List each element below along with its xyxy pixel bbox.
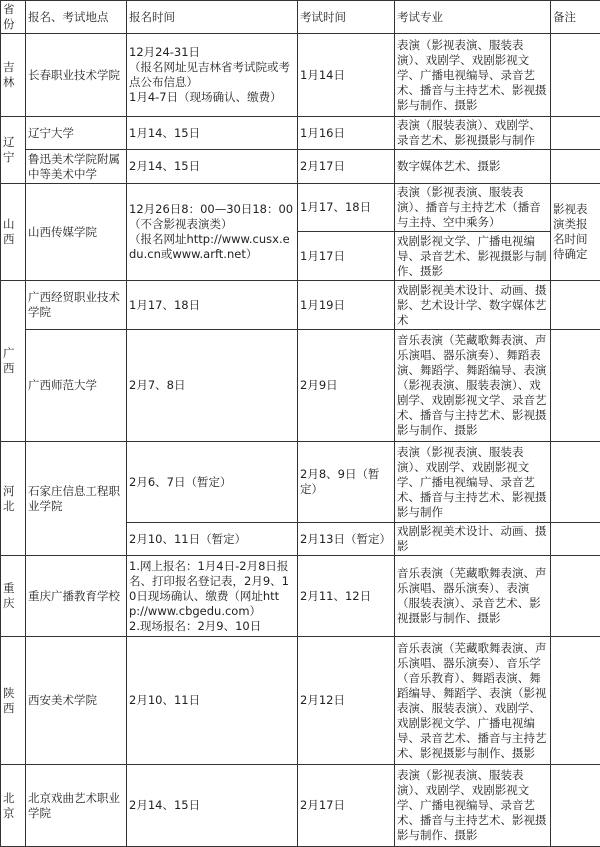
major-cell: 戏剧影视文学、广播电视编导、录音艺术、影视摄影与制作、摄影 bbox=[395, 232, 551, 281]
note-cell bbox=[551, 765, 600, 847]
major-cell: 音乐表演（芜藏歌舞表演、声乐演唱、器乐演奏）、舞蹈表演、舞蹈学、舞蹈编导、表演（影视表演、服装表演）、戏剧学、戏剧影视文学、录音艺术、播音与主持艺术、影视摄影与制作、摄影 bbox=[395, 330, 551, 442]
school-cell: 重庆广播教育学校 bbox=[26, 556, 127, 637]
school-cell: 广西经贸职业技术学院 bbox=[26, 281, 127, 330]
school-cell: 广西师范大学 bbox=[26, 330, 127, 442]
province-cell: 吉林 bbox=[1, 34, 26, 117]
note-cell bbox=[551, 117, 600, 150]
reg-time-cell: 1月14、15日 bbox=[127, 117, 298, 150]
school-cell: 鲁迅美术学院附属中等美术中学 bbox=[26, 150, 127, 184]
province-cell: 重庆 bbox=[1, 556, 26, 637]
header-row bbox=[1, 1, 600, 34]
school-cell: 石家庄信息工程职业学院 bbox=[26, 442, 127, 556]
table-row bbox=[1, 150, 600, 184]
major-cell: 表演（服装表演）、戏剧学、录音艺术、影视摄影与制作 bbox=[395, 117, 551, 150]
table-row bbox=[1, 184, 600, 232]
major-cell: 表演（影视表演、服装表演）、戏剧学、戏剧影视文学、广播电视编导、录音艺术、播音与主持艺术、影视摄影与制作、摄影 bbox=[395, 34, 551, 117]
major-cell: 数字媒体艺术、摄影 bbox=[395, 150, 551, 184]
province-cell: 辽宁 bbox=[1, 117, 26, 184]
province-cell: 河北 bbox=[1, 442, 26, 556]
exam-time-cell: 2月12日 bbox=[298, 637, 395, 765]
header-reg-time: 报名时间 bbox=[127, 1, 298, 34]
reg-time-cell: 2月10、11日（暂定） bbox=[127, 523, 298, 556]
header-note: 备注 bbox=[551, 1, 600, 34]
school-cell: 西安美术学院 bbox=[26, 637, 127, 765]
reg-time-cell: 12月26日8：00—30日18：00（不含影视表演类） （报名网址http://www.cusx.edu.cn或www.arft.net） bbox=[127, 184, 298, 281]
note-cell: 影视表演类报名时间待确定 bbox=[551, 184, 600, 281]
table-row bbox=[1, 117, 600, 150]
school-cell: 辽宁大学 bbox=[26, 117, 127, 150]
exam-time-cell: 2月11、12日 bbox=[298, 556, 395, 637]
reg-time-cell: 1月17、18日 bbox=[127, 281, 298, 330]
reg-time-cell: 2月10、11日 bbox=[127, 637, 298, 765]
school-cell: 北京戏曲艺术职业学院 bbox=[26, 765, 127, 847]
province-cell: 陕西 bbox=[1, 637, 26, 765]
exam-time-cell: 1月17、18日 bbox=[298, 184, 395, 232]
school-cell: 山西传媒学院 bbox=[26, 184, 127, 281]
table-row bbox=[1, 281, 600, 330]
exam-time-cell: 1月17日 bbox=[298, 232, 395, 281]
header-major: 考试专业 bbox=[395, 1, 551, 34]
major-cell: 表演（影视表演、服装表演）、戏剧学、戏剧影视文学、广播电视编导、录音艺术、播音与主持艺术、影视摄影与制作、摄影 bbox=[395, 765, 551, 847]
table-row bbox=[1, 34, 600, 117]
major-cell: 音乐表演（芜藏歌舞表演、声乐演唱、器乐演奏）、表演（服装表演）、录音艺术、影视摄影与制作、摄影 bbox=[395, 556, 551, 637]
exam-time-cell: 2月8、9日（暂定） bbox=[298, 442, 395, 523]
province-cell: 山西 bbox=[1, 184, 26, 281]
reg-time-cell: 2月6、7日（暂定） bbox=[127, 442, 298, 523]
exam-time-cell: 2月13日（暂定） bbox=[298, 523, 395, 556]
major-cell: 戏剧影视美术设计、动画、摄影、艺术设计学、数字媒体艺术 bbox=[395, 281, 551, 330]
school-cell: 长春职业技术学院 bbox=[26, 34, 127, 117]
major-cell: 戏剧影视美术设计、动画、摄影 bbox=[395, 523, 551, 556]
note-cell bbox=[551, 34, 600, 117]
exam-time-cell: 2月17日 bbox=[298, 150, 395, 184]
major-cell: 表演（影视表演、服装表演）、戏剧学、戏剧影视文学、广播电视编导、录音艺术、播音与主持艺术、影视摄影与制作 bbox=[395, 442, 551, 523]
major-cell: 表演（影视表演、服装表演）、播音与主持艺术（播音与主持、空中乘务） bbox=[395, 184, 551, 232]
note-cell bbox=[551, 281, 600, 330]
exam-time-cell: 2月17日 bbox=[298, 765, 395, 847]
major-cell: 音乐表演（芜藏歌舞表演、声乐演唱、器乐演奏）、音乐学（音乐教育）、舞蹈表演、舞蹈编导、舞蹈学、表演（影视表演、服装表演）、戏剧学、戏剧影视文学、广播电视编导、录音艺术、播音与主持艺术、影视摄影与制作、摄影 bbox=[395, 637, 551, 765]
reg-time-cell: 1.网上报名：1月4日-2月8日报名、打印报名登记表，2月9、10日现场确认、缴费（网址http://www.cbgedu.com） 2.现场报名：2月9、10日 bbox=[127, 556, 298, 637]
header-province: 省份 bbox=[1, 1, 26, 34]
exam-time-cell: 1月19日 bbox=[298, 281, 395, 330]
note-cell bbox=[551, 523, 600, 556]
note-cell bbox=[551, 150, 600, 184]
reg-time-cell: 2月14、15日 bbox=[127, 765, 298, 847]
table-row bbox=[1, 765, 600, 847]
table-row bbox=[1, 556, 600, 637]
reg-time-cell: 2月14、15日 bbox=[127, 150, 298, 184]
exam-time-cell: 2月9日 bbox=[298, 330, 395, 442]
header-exam-time: 考试时间 bbox=[298, 1, 395, 34]
note-cell bbox=[551, 330, 600, 442]
note-cell bbox=[551, 442, 600, 523]
header-location: 报名、考试地点 bbox=[26, 1, 127, 34]
table-row bbox=[1, 442, 600, 523]
table-row bbox=[1, 637, 600, 765]
province-cell: 广西 bbox=[1, 281, 26, 442]
reg-time-cell: 2月7、8日 bbox=[127, 330, 298, 442]
table-row bbox=[1, 330, 600, 442]
exam-time-cell: 1月16日 bbox=[298, 117, 395, 150]
note-cell bbox=[551, 637, 600, 765]
note-cell bbox=[551, 556, 600, 637]
province-cell: 北京 bbox=[1, 765, 26, 847]
reg-time-cell: 12月24-31日 （报名网址见吉林省考试院或考点公布信息） 1月4-7日（现场确认、缴费） bbox=[127, 34, 298, 117]
exam-time-cell: 1月14日 bbox=[298, 34, 395, 117]
